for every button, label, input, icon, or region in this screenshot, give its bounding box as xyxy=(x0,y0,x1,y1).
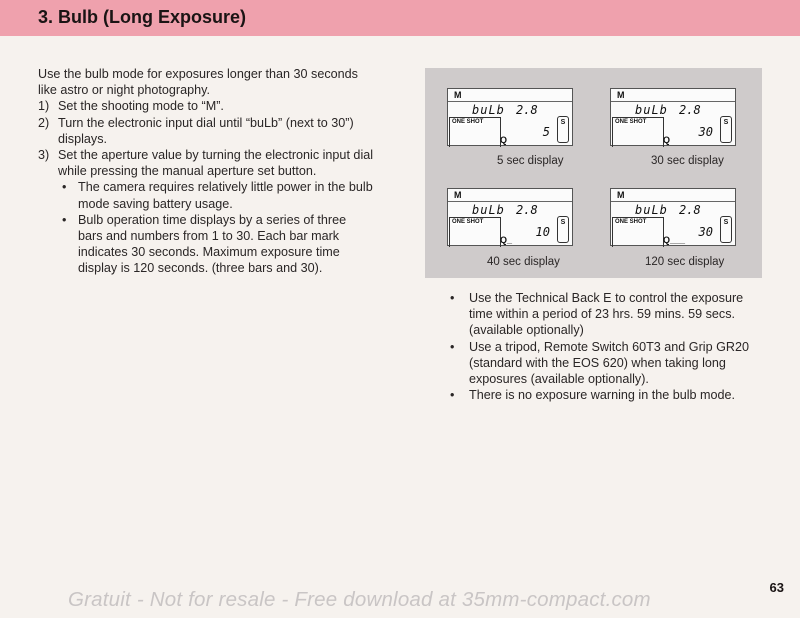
bulb-readout: buLb xyxy=(635,203,668,217)
lcd-display-panel xyxy=(425,68,762,278)
step-item xyxy=(38,98,374,114)
s-indicator: S xyxy=(720,116,732,143)
s-indicator: S xyxy=(557,216,569,243)
bullet-text: Use a tripod, Remote Switch 60T3 and Grip GR20 (standard with the EOS 620) when taking long exposures (available optionally). xyxy=(469,339,749,387)
display-caption: 5 sec display xyxy=(497,155,564,167)
mode-indicator: M xyxy=(617,190,625,200)
bulb-readout: buLb xyxy=(635,103,668,117)
time-value: 30 xyxy=(698,225,713,239)
oneshot-label: ONE SHOT xyxy=(449,217,501,247)
step-number: 2) xyxy=(38,115,50,130)
watermark: Gratuit - Not for resale - Free download at 35mm-compact.com xyxy=(68,588,651,611)
bullet-icon: • xyxy=(450,339,455,354)
time-value: 5 xyxy=(542,125,550,139)
oneshot-label: ONE SHOT xyxy=(449,117,501,147)
steps-list xyxy=(38,98,374,276)
bullet-icon: • xyxy=(450,388,455,403)
mode-indicator: M xyxy=(454,90,462,100)
aperture-readout: 2.8 xyxy=(679,203,701,217)
bullet-icon: • xyxy=(62,180,67,195)
bullet-text: Bulb operation time displays by a series of three bars and numbers from 1 to 30. Each bar mark indicates 30 seconds. Maximum exposure time display is 120 seconds. (three bars and 30). xyxy=(78,212,347,276)
mode-indicator: M xyxy=(617,90,625,100)
lcd-display xyxy=(610,88,736,146)
aperture-readout: 2.8 xyxy=(516,203,538,217)
ring-icon: Q xyxy=(500,135,508,145)
right-column-bullets xyxy=(450,290,760,403)
display-caption: 40 sec display xyxy=(487,256,560,268)
display-caption: 120 sec display xyxy=(645,256,725,268)
ring-icon: Q___ xyxy=(663,235,686,245)
step-text: Turn the electronic input dial until “buLb” (next to 30”) displays. xyxy=(58,115,354,146)
s-indicator: S xyxy=(720,216,732,243)
oneshot-label: ONE SHOT xyxy=(612,117,664,147)
bullet-item xyxy=(450,339,760,388)
lcd-display xyxy=(447,188,573,246)
oneshot-label: ONE SHOT xyxy=(612,217,664,247)
bullet-text: There is no exposure warning in the bulb mode. xyxy=(469,388,736,403)
bullet-item xyxy=(58,212,374,277)
left-column xyxy=(38,66,374,277)
step-text: Set the aperture value by turning the electronic input dial while pressing the manual aperture set button. xyxy=(58,148,374,179)
bullet-text: Use the Technical Back E to control the exposure time within a period of 23 hrs. 59 mins. 59 secs. (available optionally) xyxy=(469,291,744,338)
step-text: Set the shooting mode to “M”. xyxy=(58,99,224,114)
lcd-display xyxy=(447,88,573,146)
step-bullets xyxy=(58,179,374,276)
step-item xyxy=(38,115,374,147)
lcd-display xyxy=(610,188,736,246)
bullet-item xyxy=(58,179,374,211)
bullet-item xyxy=(450,290,760,339)
section-title: 3. Bulb (Long Exposure) xyxy=(38,7,247,27)
aperture-readout: 2.8 xyxy=(679,103,701,117)
display-caption: 30 sec display xyxy=(651,155,724,167)
mode-indicator: M xyxy=(454,190,462,200)
aperture-readout: 2.8 xyxy=(516,103,538,117)
bulb-readout: buLb xyxy=(472,103,505,117)
step-item xyxy=(38,147,374,277)
bullet-icon: • xyxy=(450,291,455,305)
step-number: 3) xyxy=(38,148,50,163)
ring-icon: Q xyxy=(663,135,671,145)
intro-paragraph: Use the bulb mode for exposures longer than 30 seconds like astro or night photography. xyxy=(38,67,358,98)
page-number: 63 xyxy=(769,580,784,595)
time-value: 30 xyxy=(698,125,713,139)
bullet-text: The camera requires relatively little power in the bulb mode saving battery usage. xyxy=(78,180,373,211)
s-indicator: S xyxy=(557,116,569,143)
ring-icon: Q_ xyxy=(500,235,513,245)
time-value: 10 xyxy=(535,225,550,239)
step-number: 1) xyxy=(38,99,50,114)
bulb-readout: buLb xyxy=(472,203,505,217)
bullet-item xyxy=(450,387,760,403)
bullet-icon: • xyxy=(62,212,67,227)
